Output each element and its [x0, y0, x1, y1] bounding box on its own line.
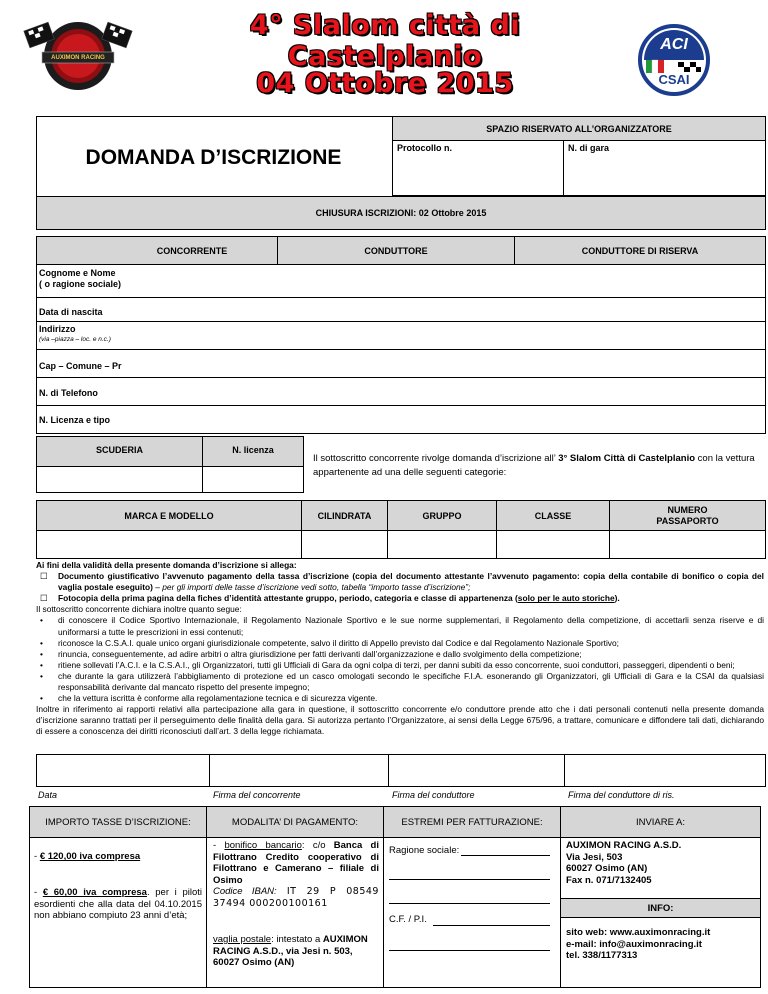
info-phone: tel. 338/1177313: [566, 950, 638, 962]
scuderia-field[interactable]: [36, 466, 203, 493]
bullet-2: • riconosce la C.S.A.I. quale unico organi giurisdizionale competente, salvo il diritto di Appello previsto dal Codice e dal Regolamento Nazionale Sportivo;: [40, 637, 619, 648]
billing-cell: [383, 837, 561, 988]
bullet-4: • ritiene sollevati l’A.C.I. e la C.S.A.I., gli Organizzatori, tutti gli Ufficiali di Gara da ogni colpa di terzi, per danni subiti da esso concorrente, suoi conduttori, passeggeri, dipendenti o beni;: [40, 659, 735, 670]
col-conduttore: CONDUTTORE: [277, 236, 515, 265]
h-billing: ESTREMI PER FATTURAZIONE:: [383, 806, 561, 838]
left-logo: [22, 12, 134, 96]
csai-logo-text: CSAI: [658, 71, 690, 87]
h-payment: MODALITA’ DI PAGAMENTO:: [206, 806, 384, 838]
info-contacts: [566, 927, 710, 962]
sig-conduttore-label: Firma del conduttore: [392, 790, 475, 800]
billing-cf-label: C.F. / P.I.: [389, 914, 427, 925]
info-website[interactable]: sito web: www.auximonracing.it: [566, 927, 711, 938]
col-conduttore-riserva: CONDUTTORE DI RISERVA: [514, 236, 766, 265]
bullet-icon: •: [40, 615, 43, 626]
attachment-1: ☐ Documento giustificativo l’avvenuto pagamento della tassa d’iscrizione (copia del documento attestante l’avvenuto pagamento: copia della contabile di bonifico o copia del vaglia postale eseguito) – per gli importi delle tasse d’iscrizione vedi sotto, tabella “importo tasse d’iscrizione”;: [40, 571, 764, 593]
col-classe: CLASSE: [496, 500, 610, 531]
left-logo-text: AUXIMON RACING: [51, 54, 105, 61]
sig-concorrente-label: Firma del concorrente: [213, 790, 301, 800]
row-cap-comune: Cap – Comune – Pr: [39, 361, 122, 371]
attachment-2: ☐ Fotocopia della prima pagina della fiches d’identità attestante gruppo, periodo, categoria e classe di appartenenza (solo per le auto storiche).: [40, 593, 620, 604]
billing-cf-line[interactable]: [433, 925, 550, 926]
aci-logo-text: ACI: [660, 36, 688, 53]
form-title: DOMANDA D’ISCRIZIONE: [85, 146, 342, 169]
event-date: 04 Ottobre 2015: [256, 67, 514, 99]
billing-line-2[interactable]: [389, 879, 550, 880]
event-title: 4° Slalom città di Castelplanio: [249, 10, 521, 72]
sig-conduttore-field[interactable]: [388, 754, 565, 787]
col-passaporto: NUMERO PASSAPORTO: [609, 500, 766, 531]
bullet-icon: •: [40, 670, 43, 681]
bullet-1: • di conoscere il Codice Sportivo Internazionale, il Regolamento Nazionale Sportivo e le sue norme supplementari, il Regolamento della competizione, di accettarli senza riserve e di uniformarsi a tutte le prescrizioni in essi contenuti;: [40, 615, 764, 637]
declaration: [36, 560, 764, 738]
reserved-header: SPAZIO RISERVATO ALL’ORGANIZZATORE: [392, 116, 766, 141]
row-licenza: N. Licenza e tipo: [39, 415, 111, 425]
sig-concorrente-field[interactable]: [209, 754, 389, 787]
payment-bonifico: - bonifico bancario: c/o Banca di Filottrano Credito cooperativo di Filottrano e Camerano – filiale di Osimo Codice IBAN: IT 29 P 08549 37494 000200100161: [213, 840, 379, 909]
protocol-label: Protocollo n.: [397, 143, 452, 153]
bullet-3: • rinuncia, conseguentemente, ad adire arbitri o altra giurisdizione per fatti derivanti dall’organizzazione e dallo svolgimento della competizione;: [40, 648, 582, 659]
bullet-icon: •: [40, 637, 43, 648]
bullet-icon: •: [40, 659, 43, 670]
billing-ragione-line[interactable]: [461, 855, 550, 856]
row-telefono: N. di Telefono: [39, 388, 98, 398]
sig-date-field[interactable]: [36, 754, 210, 787]
info-header: INFO:: [560, 898, 761, 918]
sig-riserva-label: Firma del conduttore di ris.: [568, 790, 675, 800]
checkbox-icon[interactable]: ☐: [40, 593, 48, 604]
col-cilindrata: CILINDRATA: [301, 500, 388, 531]
cell-classe[interactable]: [496, 530, 610, 559]
billing-line-3[interactable]: [389, 903, 550, 904]
row-indirizzo: Indirizzo: [39, 324, 76, 334]
col-marca-modello: MARCA E MODELLO: [36, 500, 302, 531]
billing-ragione-label: Ragione sociale:: [389, 845, 460, 856]
declares-text: Il sottoscritto concorrente dichiara inoltre quanto segue:: [36, 604, 242, 615]
cell-gruppo[interactable]: [387, 530, 497, 559]
fee-standard: - € 120,00 iva compresa: [34, 851, 141, 862]
fee-rookie: - € 60,00 iva compresa. per i piloti esordienti che alla data del 04.10.2015 non abbiano compiuto 23 anni d’età;: [34, 887, 202, 921]
payment-vaglia: vaglia postale: intestato a AUXIMON RACING A.S.D., via Jesi n. 503, 60027 Osimo (AN): [213, 934, 368, 969]
bullet-5: • che durante la gara utilizzerà l’abbigliamento di protezione ed un casco omologati secondo le specifiche F.I.A. esonerando gli Organizzatori, gli Ufficiali di Gara e la CSAI da qualsiasi responsabilità derivante dal mancato rispetto del presente impegno;: [40, 670, 764, 693]
scuderia-licence-label: N. licenza: [202, 436, 304, 467]
scuderia-text: Il sottoscritto concorrente rivolge domanda d’iscrizione all’ 3° Slalom Città di Castelplanio con la vettura appartenente ad una delle seguenti categorie:: [313, 453, 755, 478]
col-concorrente: CONCORRENTE: [36, 236, 278, 265]
declaration-intro: Ai fini della validità della presente domanda d’iscrizione si allega:: [36, 560, 297, 570]
sig-date-label: Data: [38, 790, 58, 800]
scuderia-licence-field[interactable]: [202, 466, 304, 493]
sig-riserva-field[interactable]: [564, 754, 766, 787]
scuderia-label: SCUDERIA: [36, 436, 203, 467]
bullet-6: • che la vettura iscritta è conforme alla regolamentazione tecnica e di sicurezza vigente.: [40, 693, 378, 704]
closing-date: CHIUSURA ISCRIZIONI: 02 Ottobre 2015: [36, 196, 766, 230]
billing-line-5[interactable]: [389, 950, 550, 951]
send-address: AUXIMON RACING A.S.D. Via Jesi, 503 60027 Osimo (AN) Fax n. 071/7132405: [566, 840, 682, 886]
bullet-icon: •: [40, 648, 43, 659]
h-send: INVIARE A:: [560, 806, 761, 838]
race-number-label: N. di gara: [568, 143, 610, 153]
cell-passaporto[interactable]: [609, 530, 766, 559]
info-email[interactable]: e-mail: info@auximonracing.it: [566, 938, 702, 950]
privacy-text: Inoltre in riferimento ai rapporti relativi alla partecipazione alla gara in questione, il sottoscritto concorrente e/o conduttore prende atto che i dati personali contenuti nella presente domanda d’iscrizione saranno trattati per il perseguimento delle finalità della gara. Si autorizza pertanto l’Organizzatore, ai sensi della Legge 675/96, a trattare, comunicare e diffondere tali dati, dichiarando di essere a conoscenza dei diritti riconosciuti dall’art. 3 della legge richiamata.: [36, 704, 764, 737]
cell-cilindrata[interactable]: [301, 530, 388, 559]
h-fees: IMPORTO TASSE D’ISCRIZIONE:: [29, 806, 207, 838]
row-cognome-nome: Cognome e Nome ( o ragione sociale): [39, 268, 122, 289]
aci-csai-logo: [638, 24, 710, 96]
checkbox-icon[interactable]: ☐: [40, 571, 48, 582]
row-data-nascita: Data di nascita: [39, 307, 103, 317]
bullet-icon: •: [40, 693, 43, 704]
row-indirizzo-sub: (via –piazza – loc. e n.c.): [39, 336, 111, 343]
cell-marca[interactable]: [36, 530, 302, 559]
col-gruppo: GRUPPO: [387, 500, 497, 531]
